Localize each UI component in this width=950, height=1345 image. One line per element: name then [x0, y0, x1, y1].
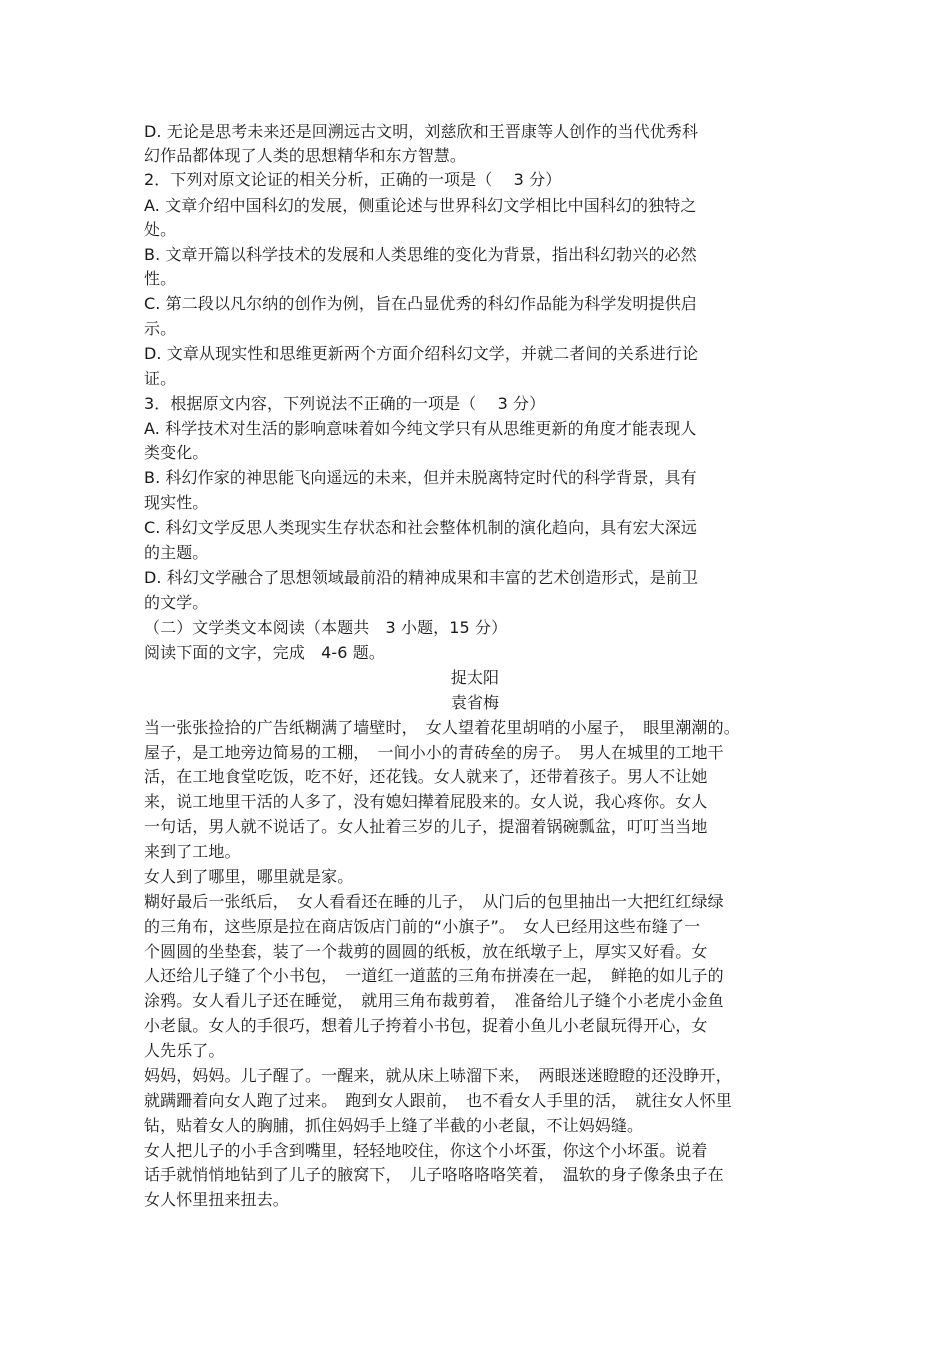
story-line: 来，说工地里干活的人多了，没有媳妇撵着屁股来的。女人说，我心疼你。女人 — [144, 792, 708, 811]
option-c: C. 第二段以凡尔纳的创作为例，旨在凸显优秀的科幻作品能为科学发明提供启 — [144, 294, 697, 313]
story-line: 当一张张捡拾的广告纸糊满了墙壁时， 女人望着花里胡哨的小屋子， 眼里潮潮的。 — [144, 718, 740, 737]
option-d: D. 科幻文学融合了思想领域最前沿的精神成果和丰富的艺术创造形式，是前卫 — [144, 568, 699, 587]
story-line: 个圆圆的坐垫套，装了一个裁剪的圆圆的纸板，放在纸墩子上，厚实又好看。女 — [144, 942, 708, 961]
text-line: 示。 — [144, 319, 177, 338]
text-line: 的文学。 — [144, 593, 209, 612]
story-author: 袁省梅 — [450, 693, 500, 712]
story-line: 小老鼠。女人的手很巧，想着儿子挎着小书包，捉着小鱼儿小老鼠玩得开心，女 — [144, 1016, 708, 1035]
option-b: B. 科幻作家的神思能飞向遥远的未来，但并未脱离特定时代的科学背景，具有 — [144, 468, 697, 487]
text-line: 处。 — [144, 220, 177, 239]
story-line: 来到了工地。 — [144, 842, 241, 861]
story-line: 人还给儿子缝了个小书包， 一道红一道蓝的三角布拼凑在一起， 鲜艳的如儿子的 — [144, 966, 724, 985]
story-line: 涂鸦。女人看儿子还在睡觉， 就用三角布裁剪着， 准备给儿子缝个小老虎小金鱼 — [144, 991, 724, 1010]
story-title: 捉太阳 — [450, 668, 500, 687]
story-line: 糊好最后一张纸后， 女人看看还在睡的儿子， 从门后的包里抽出一大把红红绿绿 — [144, 892, 724, 911]
story-line: 活，在工地食堂吃饭，吃不好，还花钱。女人就来了，还带着孩子。男人不让她 — [144, 767, 708, 786]
story-line: 妈妈，妈妈。儿子醒了。一醒来，就从床上哧溜下来， 两眼迷迷瞪瞪的还没睁开， — [144, 1066, 732, 1085]
option-c: C. 科幻文学反思人类现实生存状态和社会整体机制的演化趋向，具有宏大深远 — [144, 518, 697, 537]
question-3: 3．根据原文内容，下列说法不正确的一项是（ 3 分） — [144, 394, 546, 413]
option-d: D. 文章从现实性和思维更新两个方面介绍科幻文学，并就二者间的关系进行论 — [144, 344, 699, 363]
story-line: 女人把儿子的小手含到嘴里，轻轻地咬住，你这个小坏蛋，你这个小坏蛋。说着 — [144, 1141, 708, 1160]
text-line: 证。 — [144, 369, 177, 388]
story-line: 钻，贴着女人的胸脯，抓住妈妈手上缝了半截的小老鼠，不让妈妈缝。 — [144, 1116, 644, 1135]
story-line: 话手就悄悄地钻到了儿子的腋窝下， 儿子咯咯咯咯笑着， 温软的身子像条虫子在 — [144, 1165, 724, 1184]
section-heading: （二）文学类文本阅读（本题共 3 小题，15 分） — [144, 618, 508, 637]
text-line: 现实性。 — [144, 493, 209, 512]
story-line: 人先乐了。 — [144, 1041, 225, 1060]
option-b: B. 文章开篇以科学技术的发展和人类思维的变化为背景，指出科幻勃兴的必然 — [144, 245, 697, 264]
text-line: 幻作品都体现了人类的思想精华和东方智慧。 — [144, 146, 467, 165]
instruction: 阅读下面的文字，完成 4-6 题。 — [144, 643, 385, 662]
question-2: 2．下列对原文论证的相关分析，正确的一项是（ 3 分） — [144, 170, 562, 189]
story-line: 女人怀里扭来扭去。 — [144, 1190, 289, 1209]
option-a: A. 文章介绍中国科幻的发展，侧重论述与世界科幻文学相比中国科幻的独特之 — [144, 196, 697, 215]
story-line: 女人到了哪里，哪里就是家。 — [144, 867, 354, 886]
text-line: 性。 — [144, 269, 177, 288]
option-a: A. 科学技术对生活的影响意味着如今纯文学只有从思维更新的角度才能表现人 — [144, 419, 697, 438]
story-line: 就蹒跚着向女人跑了过来。 跑到女人跟前， 也不看女人手里的活， 就往女人怀里 — [144, 1091, 732, 1110]
story-line: 屋子，是工地旁边简易的工棚， 一间小小的青砖垒的房子。 男人在城里的工地干 — [144, 743, 724, 762]
story-line: 的三角布，这些原是拉在商店饭店门前的“小旗子”。 女人已经用这些布缝了一 — [144, 917, 701, 936]
text-line: 类变化。 — [144, 443, 209, 462]
text-line: 的主题。 — [144, 543, 209, 562]
text-line: D. 无论是思考未来还是回溯远古文明，刘慈欣和王晋康等人创作的当代优秀科 — [144, 122, 699, 141]
story-line: 一句话，男人就不说话了。女人扯着三岁的儿子，提溜着锅碗瓢盆，叮叮当当地 — [144, 817, 708, 836]
